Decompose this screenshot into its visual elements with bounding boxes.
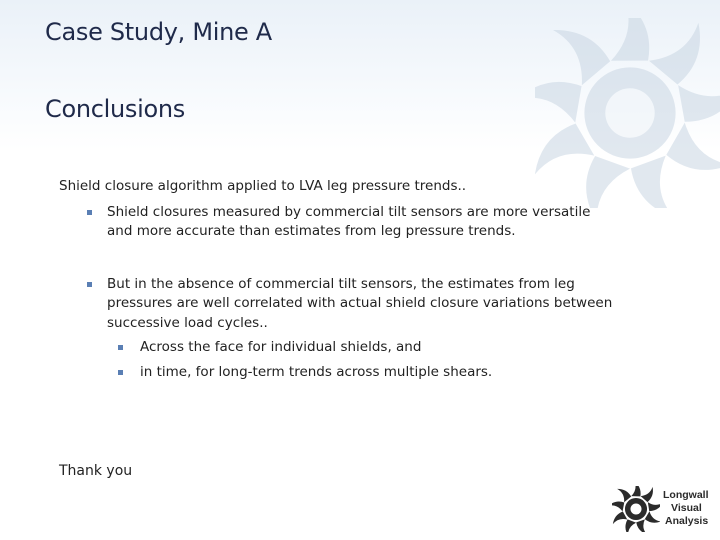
logo-line: Longwall: [663, 489, 709, 501]
square-bullet-icon: [87, 210, 92, 215]
sub-bullet-item: [59, 363, 619, 383]
sub-bullet-text: in time, for long-term trends across multiple shears.: [140, 363, 493, 380]
square-bullet-icon: [118, 370, 123, 375]
sub-bullet-text: Across the face for individual shields, and: [140, 339, 422, 355]
closing-text: Thank you: [59, 463, 133, 479]
slide-subtitle: Conclusions: [45, 95, 185, 123]
logo-line: Visual: [671, 502, 702, 514]
bullet-text: But in the absence of commercial tilt sensors, the estimates from leg pressures are well correlated with actual shield closure variations between successive load cycles..: [107, 275, 613, 331]
square-bullet-icon: [87, 282, 92, 287]
bullet-item: [59, 275, 619, 334]
sub-bullet-item: [59, 338, 619, 358]
slide-title: Case Study, Mine A: [45, 18, 272, 46]
intro-text: Shield closure algorithm applied to LVA leg pressure trends..: [59, 178, 467, 194]
logo-wordmark: [663, 489, 709, 528]
logo-line: Analysis: [665, 515, 709, 527]
company-logo: [612, 486, 718, 532]
bullet-item: [59, 203, 619, 242]
gear-swirl-icon: [612, 486, 660, 532]
square-bullet-icon: [118, 345, 123, 350]
bullet-text: Shield closures measured by commercial tilt sensors are more versatile and more accurate than estimates from leg pressure trends.: [107, 203, 591, 239]
slide-body: [59, 177, 619, 382]
